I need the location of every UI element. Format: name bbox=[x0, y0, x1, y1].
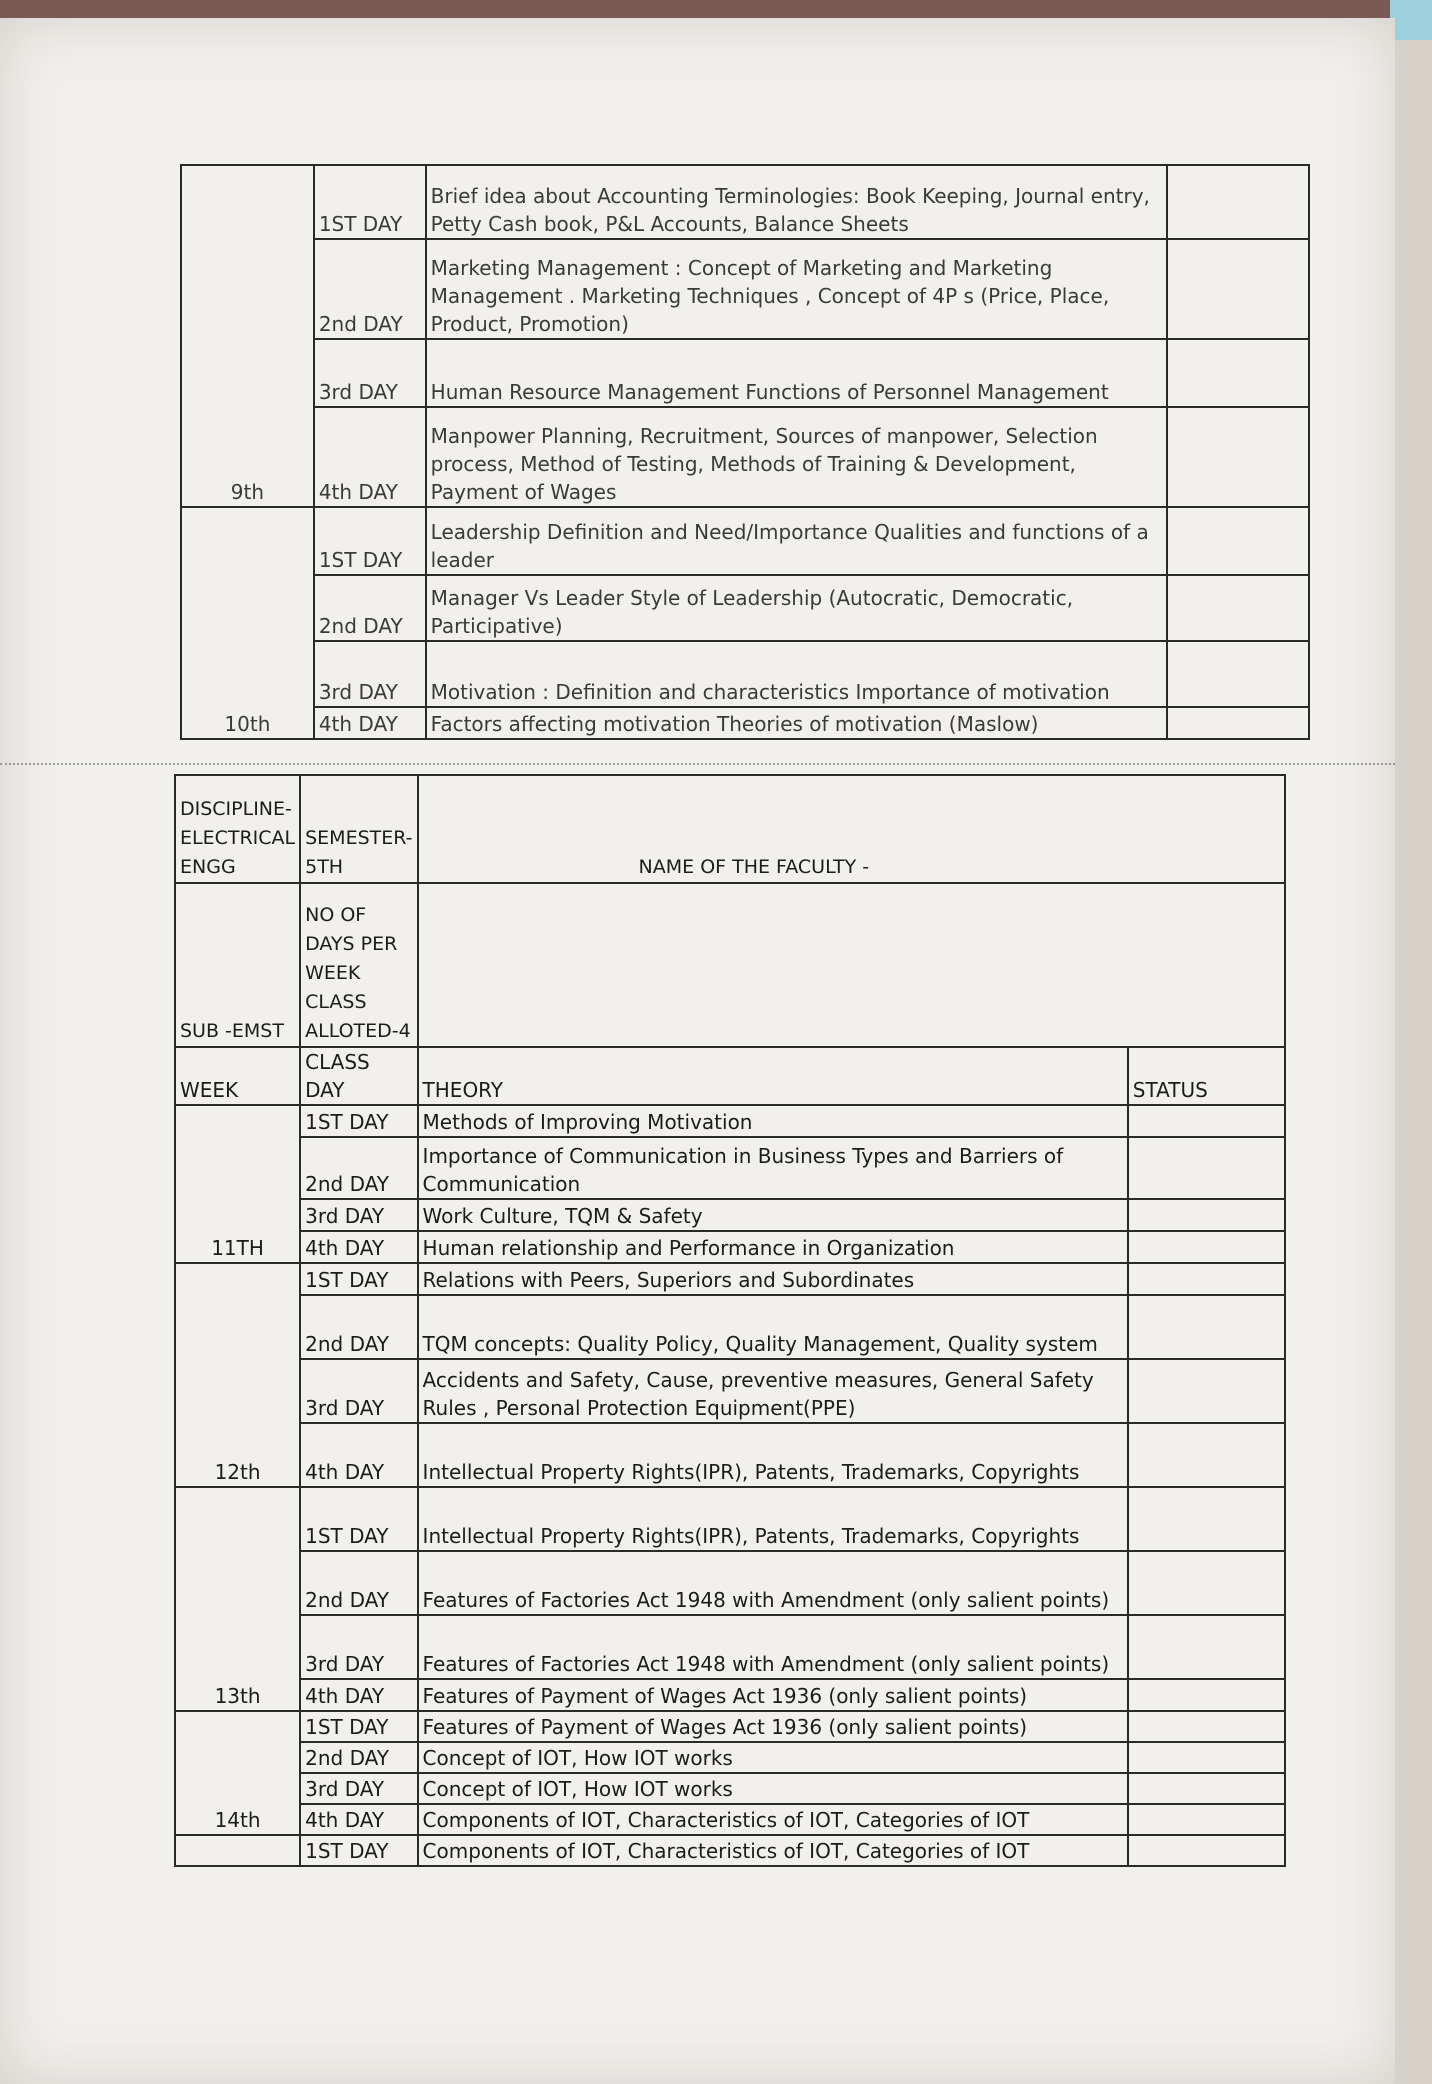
topic-cell: Concept of IOT, How IOT works bbox=[418, 1742, 1128, 1773]
topic-cell: Features of Factories Act 1948 with Amendment (only salient points) bbox=[418, 1551, 1128, 1615]
class-day-cell: 3rd DAY bbox=[300, 1615, 417, 1679]
topic-cell: Intellectual Property Rights(IPR), Patents, Trademarks, Copyrights bbox=[418, 1487, 1128, 1551]
table-row bbox=[175, 1773, 1285, 1804]
class-day-cell: 3rd DAY bbox=[300, 1199, 417, 1231]
week-cell: 13th bbox=[175, 1679, 300, 1711]
class-day-cell: 1ST DAY bbox=[300, 1711, 417, 1742]
column-header-week: WEEK bbox=[175, 1047, 300, 1105]
week-cell bbox=[175, 1105, 300, 1137]
semester-label: SEMESTER- 5TH bbox=[300, 775, 417, 883]
class-day-cell: 1ST DAY bbox=[300, 1105, 417, 1137]
faculty-label: NAME OF THE FACULTY - bbox=[418, 775, 1285, 883]
table-row bbox=[175, 1487, 1285, 1551]
topic-cell: Accidents and Safety, Cause, preventive measures, General Safety Rules , Personal Protection Equipment(PPE) bbox=[418, 1359, 1128, 1423]
status-cell bbox=[1128, 1487, 1285, 1551]
topic-cell: Leadership Definition and Need/Importance Qualities and functions of a leader bbox=[426, 507, 1168, 575]
table-row bbox=[181, 339, 1309, 407]
background-corner bbox=[1390, 0, 1432, 40]
table-row bbox=[175, 1105, 1285, 1137]
topic-cell: Concept of IOT, How IOT works bbox=[418, 1773, 1128, 1804]
class-day-cell: 1ST DAY bbox=[300, 1263, 417, 1295]
table-row bbox=[181, 239, 1309, 339]
topic-cell: Intellectual Property Rights(IPR), Patents, Trademarks, Copyrights bbox=[418, 1423, 1128, 1487]
topic-cell: Marketing Management : Concept of Marketing and Marketing Management . Marketing Techniques , Concept of 4P s (Price, Place, Product, Promotion) bbox=[426, 239, 1168, 339]
topic-cell: Methods of Improving Motivation bbox=[418, 1105, 1128, 1137]
topic-cell: TQM concepts: Quality Policy, Quality Management, Quality system bbox=[418, 1295, 1128, 1359]
status-cell bbox=[1167, 641, 1309, 707]
status-cell bbox=[1128, 1711, 1285, 1742]
status-cell bbox=[1128, 1137, 1285, 1199]
topic-cell: Manager Vs Leader Style of Leadership (Autocratic, Democratic, Participative) bbox=[426, 575, 1168, 641]
week-cell bbox=[175, 1263, 300, 1295]
week-cell: 12th bbox=[175, 1423, 300, 1487]
week-cell bbox=[175, 1773, 300, 1804]
table-row bbox=[175, 1359, 1285, 1423]
schedule-table-weeks-11-14 bbox=[174, 774, 1286, 1867]
week-cell bbox=[175, 1711, 300, 1742]
class-day-cell: 1ST DAY bbox=[314, 507, 426, 575]
table-row bbox=[181, 641, 1309, 707]
topic-cell: Features of Payment of Wages Act 1936 (only salient points) bbox=[418, 1711, 1128, 1742]
status-cell bbox=[1128, 1615, 1285, 1679]
subject-label: SUB -EMST bbox=[175, 883, 300, 1047]
table-row bbox=[175, 1231, 1285, 1263]
cut-line-divider bbox=[0, 763, 1395, 765]
status-cell bbox=[1128, 1295, 1285, 1359]
status-cell bbox=[1128, 1105, 1285, 1137]
status-cell bbox=[1167, 707, 1309, 739]
topic-cell: Components of IOT, Characteristics of IOT, Categories of IOT bbox=[418, 1804, 1128, 1835]
topic-cell: Relations with Peers, Superiors and Subordinates bbox=[418, 1263, 1128, 1295]
column-header-status: STATUS bbox=[1128, 1047, 1285, 1105]
class-day-cell: 4th DAY bbox=[300, 1679, 417, 1711]
topic-cell: Importance of Communication in Business Types and Barriers of Communication bbox=[418, 1137, 1128, 1199]
class-day-cell: 1ST DAY bbox=[300, 1487, 417, 1551]
week-cell bbox=[175, 1551, 300, 1615]
class-day-cell: 2nd DAY bbox=[300, 1742, 417, 1773]
status-cell bbox=[1128, 1835, 1285, 1866]
table-row bbox=[175, 1423, 1285, 1487]
week-cell: 9th bbox=[181, 407, 314, 507]
topic-cell: Brief idea about Accounting Terminologies: Book Keeping, Journal entry, Petty Cash book, P&L Accounts, Balance Sheets bbox=[426, 165, 1168, 239]
week-cell bbox=[175, 1615, 300, 1679]
week-cell bbox=[175, 1295, 300, 1359]
class-day-cell: 1ST DAY bbox=[314, 165, 426, 239]
class-day-cell: 2nd DAY bbox=[300, 1551, 417, 1615]
class-day-cell: 1ST DAY bbox=[300, 1835, 417, 1866]
status-cell bbox=[1167, 575, 1309, 641]
topic-cell: Components of IOT, Characteristics of IOT, Categories of IOT bbox=[418, 1835, 1128, 1866]
class-day-cell: 2nd DAY bbox=[300, 1137, 417, 1199]
status-cell bbox=[1167, 339, 1309, 407]
week-cell bbox=[181, 165, 314, 239]
week-cell bbox=[181, 575, 314, 641]
week-cell bbox=[181, 339, 314, 407]
topic-cell: Human relationship and Performance in Organization bbox=[418, 1231, 1128, 1263]
status-cell bbox=[1167, 507, 1309, 575]
column-header-row bbox=[175, 1047, 1285, 1105]
discipline-label: DISCIPLINE- ELECTRICAL ENGG bbox=[175, 775, 300, 883]
topic-cell: Features of Payment of Wages Act 1936 (only salient points) bbox=[418, 1679, 1128, 1711]
class-day-cell: 4th DAY bbox=[300, 1423, 417, 1487]
table-row bbox=[175, 1615, 1285, 1679]
status-cell bbox=[1128, 1359, 1285, 1423]
status-cell bbox=[1128, 1263, 1285, 1295]
topic-cell: Manpower Planning, Recruitment, Sources of manpower, Selection process, Method of Testing, Methods of Training & Development, Payment of Wages bbox=[426, 407, 1168, 507]
table-row bbox=[175, 1137, 1285, 1199]
topic-cell: Factors affecting motivation Theories of motivation (Maslow) bbox=[426, 707, 1168, 739]
table-row bbox=[181, 507, 1309, 575]
table-row bbox=[181, 575, 1309, 641]
class-day-cell: 2nd DAY bbox=[314, 239, 426, 339]
week-cell: 10th bbox=[181, 707, 314, 739]
status-cell bbox=[1167, 239, 1309, 339]
status-cell bbox=[1128, 1679, 1285, 1711]
table-row bbox=[175, 1742, 1285, 1773]
topic-cell: Human Resource Management Functions of Personnel Management bbox=[426, 339, 1168, 407]
class-day-cell: 4th DAY bbox=[300, 1231, 417, 1263]
class-day-cell: 3rd DAY bbox=[314, 339, 426, 407]
week-cell: 11TH bbox=[175, 1231, 300, 1263]
status-cell bbox=[1128, 1423, 1285, 1487]
table-row bbox=[181, 407, 1309, 507]
header-row bbox=[175, 883, 1285, 1047]
class-day-cell: 2nd DAY bbox=[300, 1295, 417, 1359]
table-row bbox=[175, 1835, 1285, 1866]
class-day-cell: 4th DAY bbox=[314, 707, 426, 739]
table-row bbox=[181, 165, 1309, 239]
week-cell bbox=[175, 1742, 300, 1773]
header-row bbox=[175, 775, 1285, 883]
status-cell bbox=[1128, 1551, 1285, 1615]
class-day-cell: 3rd DAY bbox=[300, 1359, 417, 1423]
week-cell bbox=[175, 1835, 300, 1866]
status-cell bbox=[1128, 1231, 1285, 1263]
class-day-cell: 4th DAY bbox=[300, 1804, 417, 1835]
table-row bbox=[175, 1711, 1285, 1742]
table-row bbox=[175, 1199, 1285, 1231]
table-row bbox=[175, 1295, 1285, 1359]
table-row bbox=[175, 1551, 1285, 1615]
week-cell bbox=[175, 1199, 300, 1231]
week-cell bbox=[181, 641, 314, 707]
header-blank-cell bbox=[418, 883, 1285, 1047]
status-cell bbox=[1128, 1199, 1285, 1231]
status-cell bbox=[1128, 1742, 1285, 1773]
table-row bbox=[181, 707, 1309, 739]
table-row bbox=[175, 1679, 1285, 1711]
topic-cell: Work Culture, TQM & Safety bbox=[418, 1199, 1128, 1231]
class-day-cell: 4th DAY bbox=[314, 407, 426, 507]
week-cell bbox=[181, 239, 314, 339]
status-cell bbox=[1167, 407, 1309, 507]
week-cell bbox=[181, 507, 314, 575]
column-header-class-day: CLASS DAY bbox=[300, 1047, 417, 1105]
table-row bbox=[175, 1804, 1285, 1835]
week-cell bbox=[175, 1487, 300, 1551]
status-cell bbox=[1128, 1773, 1285, 1804]
topic-cell: Motivation : Definition and characteristics Importance of motivation bbox=[426, 641, 1168, 707]
schedule-table-weeks-9-10 bbox=[180, 164, 1310, 740]
topic-cell: Features of Factories Act 1948 with Amendment (only salient points) bbox=[418, 1615, 1128, 1679]
status-cell bbox=[1167, 165, 1309, 239]
week-cell: 14th bbox=[175, 1804, 300, 1835]
week-cell bbox=[175, 1137, 300, 1199]
days-alloted-label: NO OF DAYS PER WEEK CLASS ALLOTED-4 bbox=[300, 883, 417, 1047]
class-day-cell: 3rd DAY bbox=[300, 1773, 417, 1804]
week-cell bbox=[175, 1359, 300, 1423]
status-cell bbox=[1128, 1804, 1285, 1835]
class-day-cell: 3rd DAY bbox=[314, 641, 426, 707]
class-day-cell: 2nd DAY bbox=[314, 575, 426, 641]
table-row bbox=[175, 1263, 1285, 1295]
column-header-theory: THEORY bbox=[418, 1047, 1128, 1105]
